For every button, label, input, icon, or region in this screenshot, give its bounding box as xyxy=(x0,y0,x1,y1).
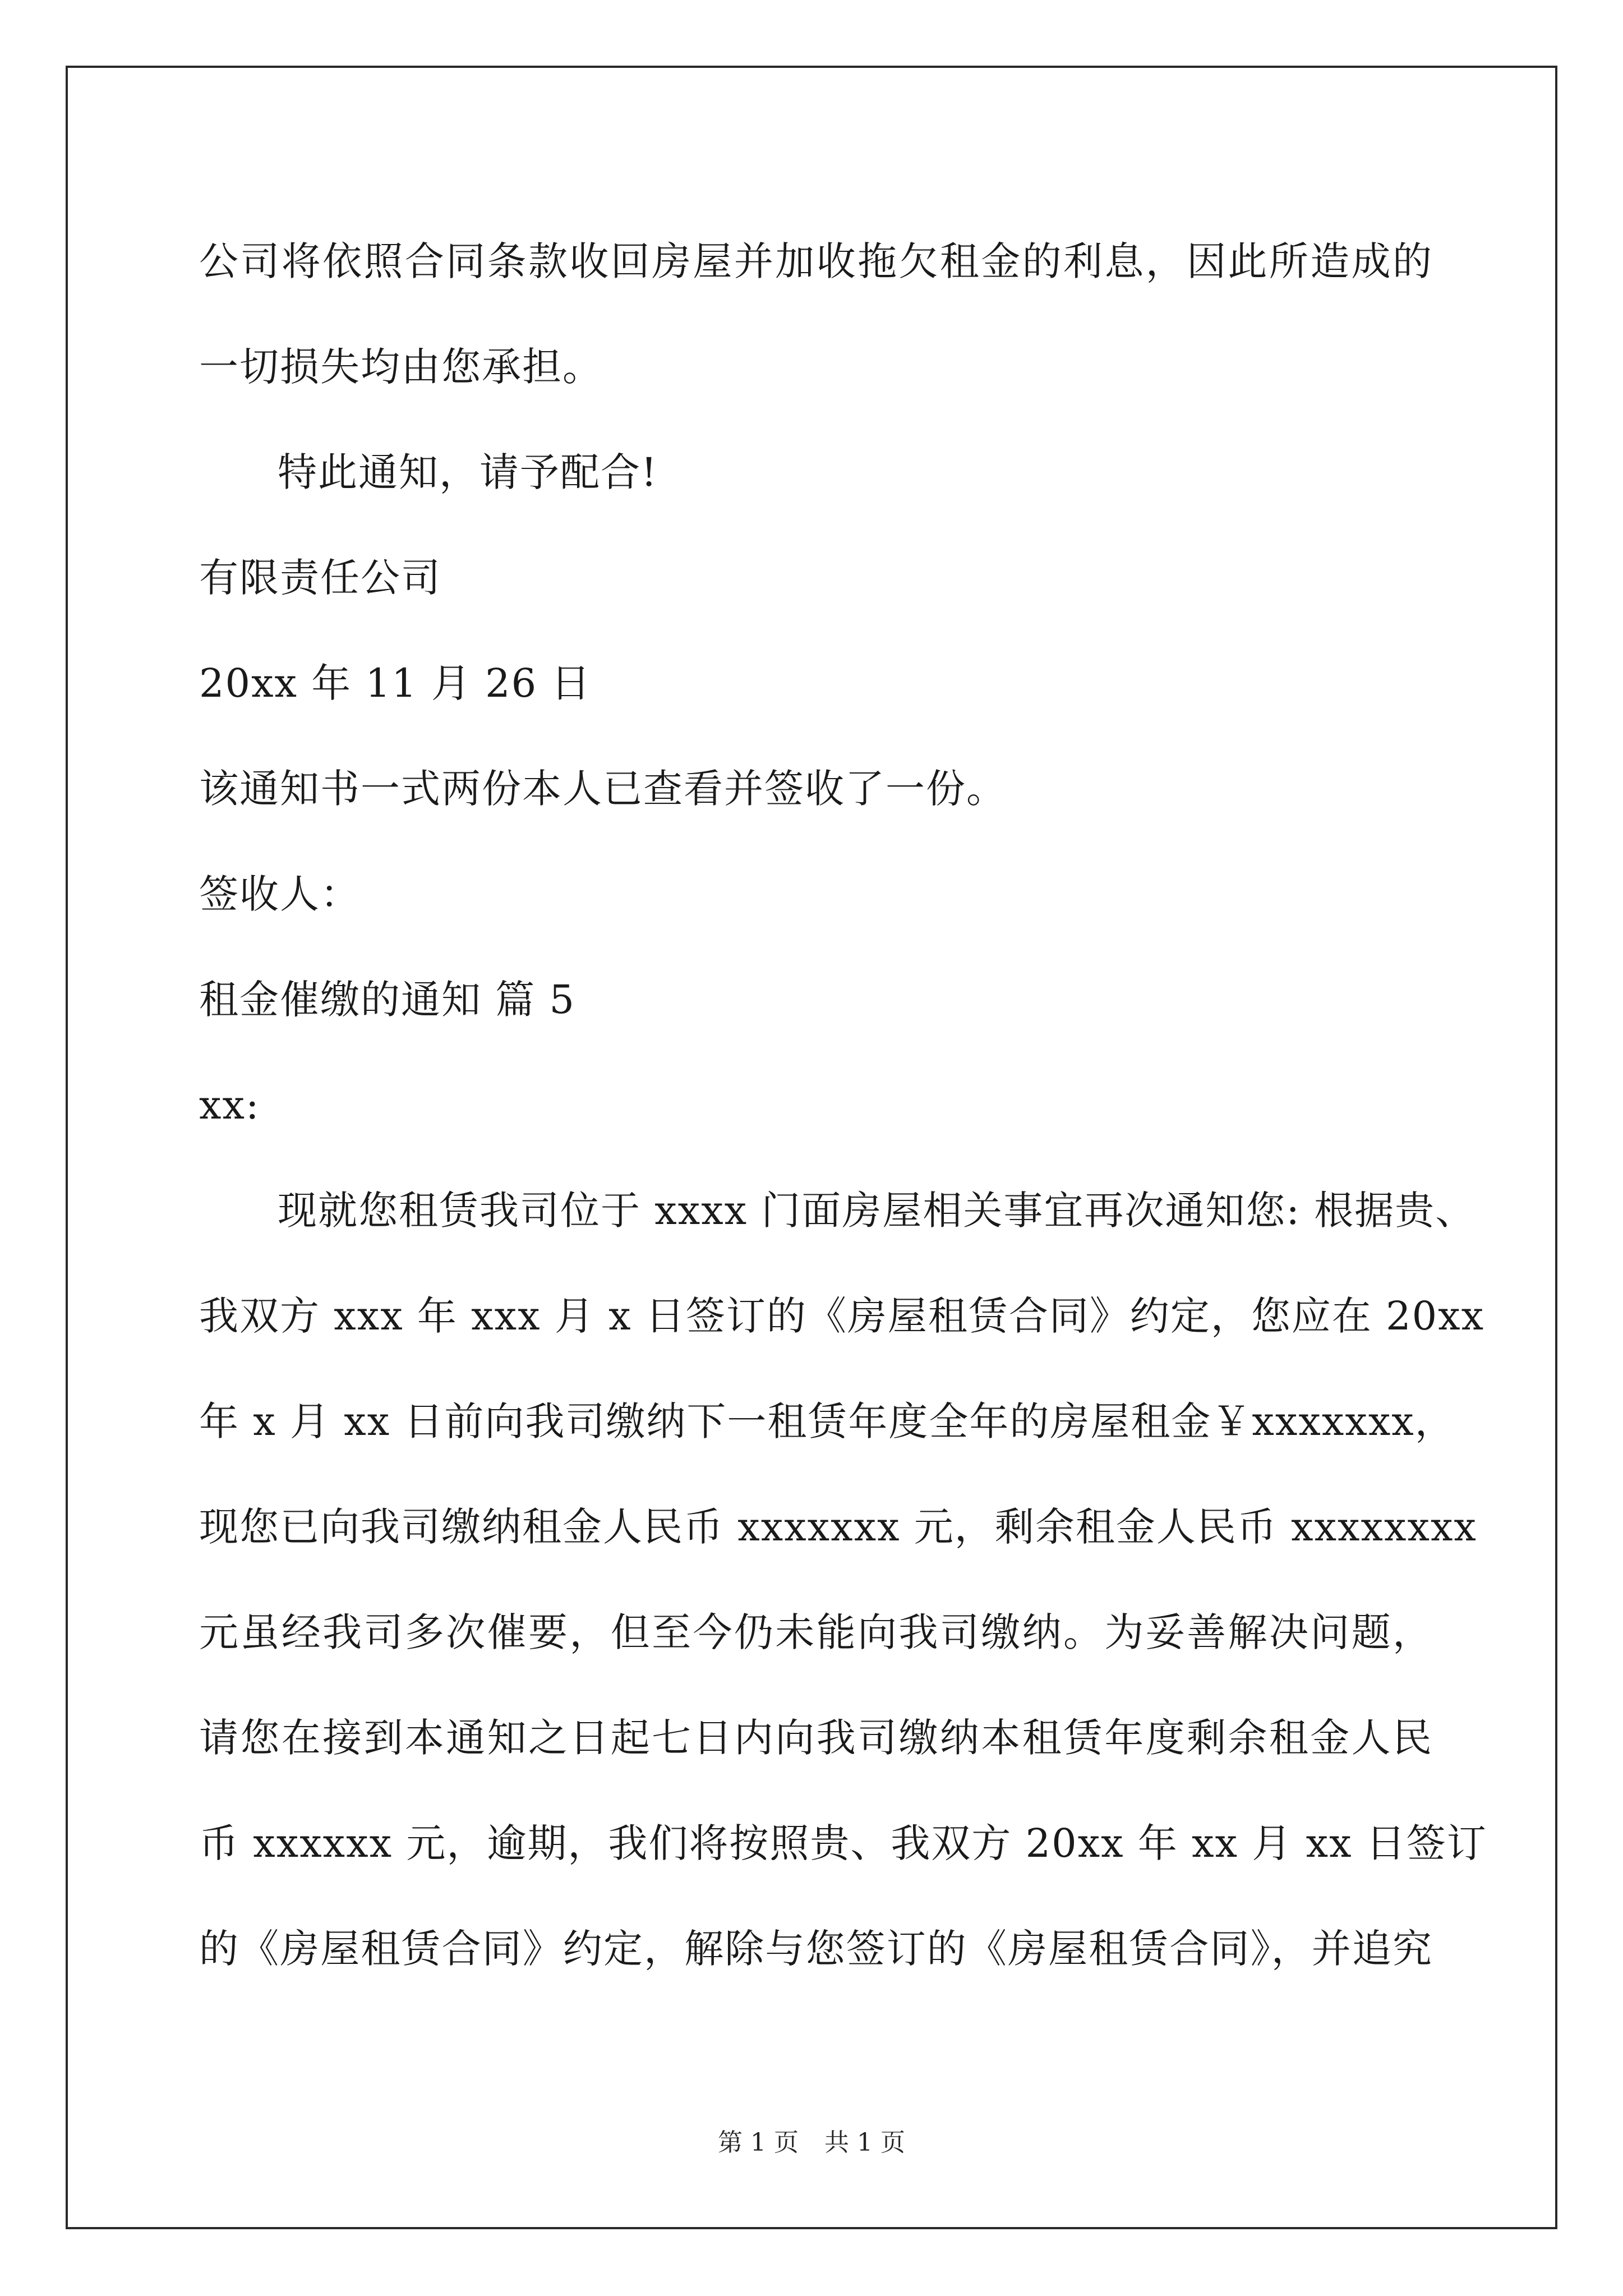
paragraph-penalty xyxy=(199,209,1433,420)
receipt-statement: 该通知书一式两份本人已查看并签收了一份。 xyxy=(199,766,1007,812)
text-line: 公司将依照合同条款收回房屋并加收拖欠租金的利息，因此所造成的 xyxy=(199,238,1433,284)
section-heading: 租金催缴的通知 篇 5 xyxy=(199,977,576,1023)
text-line: 现您已向我司缴纳租金人民币 xxxxxxx 元，剩余租金人民币 xxxxxxxx xyxy=(199,1504,1477,1550)
text-line: 元虽经我司多次催要，但至今仍未能向我司缴纳。为妥善解决问题， xyxy=(199,1609,1433,1655)
text-line: 币 xxxxxx 元，逾期，我们将按照贵、我双方 20xx 年 xx 月 xx 日签订 xyxy=(199,1820,1487,1866)
closing-remark: 特此通知，请予配合! xyxy=(278,449,658,495)
page-footer xyxy=(0,2126,1623,2160)
document-body xyxy=(199,209,1487,2001)
text-line: 请您在接到本通知之日起七日内向我司缴纳本租赁年度剩余租金人民 xyxy=(199,1715,1433,1761)
company-signature: 有限责任公司 xyxy=(199,555,441,601)
page-total: 共 1 页 xyxy=(824,2128,905,2157)
page-number: 第 1 页 xyxy=(718,2128,799,2157)
text-line: 年 x 月 xx 日前向我司缴纳下一租赁年度全年的房屋租金￥xxxxxxx， xyxy=(199,1398,1455,1444)
text-line: 我双方 xxx 年 xxx 月 x 日签订的《房屋租赁合同》约定，您应在 20xx xyxy=(199,1293,1485,1339)
text-line: 一切损失均由您承担。 xyxy=(199,344,603,390)
notice-date: 20xx 年 11 月 26 日 xyxy=(199,660,592,706)
salutation: xx: xyxy=(199,1082,260,1128)
text-line: 的《房屋租赁合同》约定，解除与您签订的《房屋租赁合同》，并追究 xyxy=(199,1926,1433,1972)
recipient-signature-label: 签收人： xyxy=(199,871,361,917)
paragraph-notice xyxy=(199,1158,1487,2001)
text-line: 现就您租赁我司位于 xxxx 门面房屋相关事宜再次通知您: 根据贵、 xyxy=(278,1188,1476,1234)
